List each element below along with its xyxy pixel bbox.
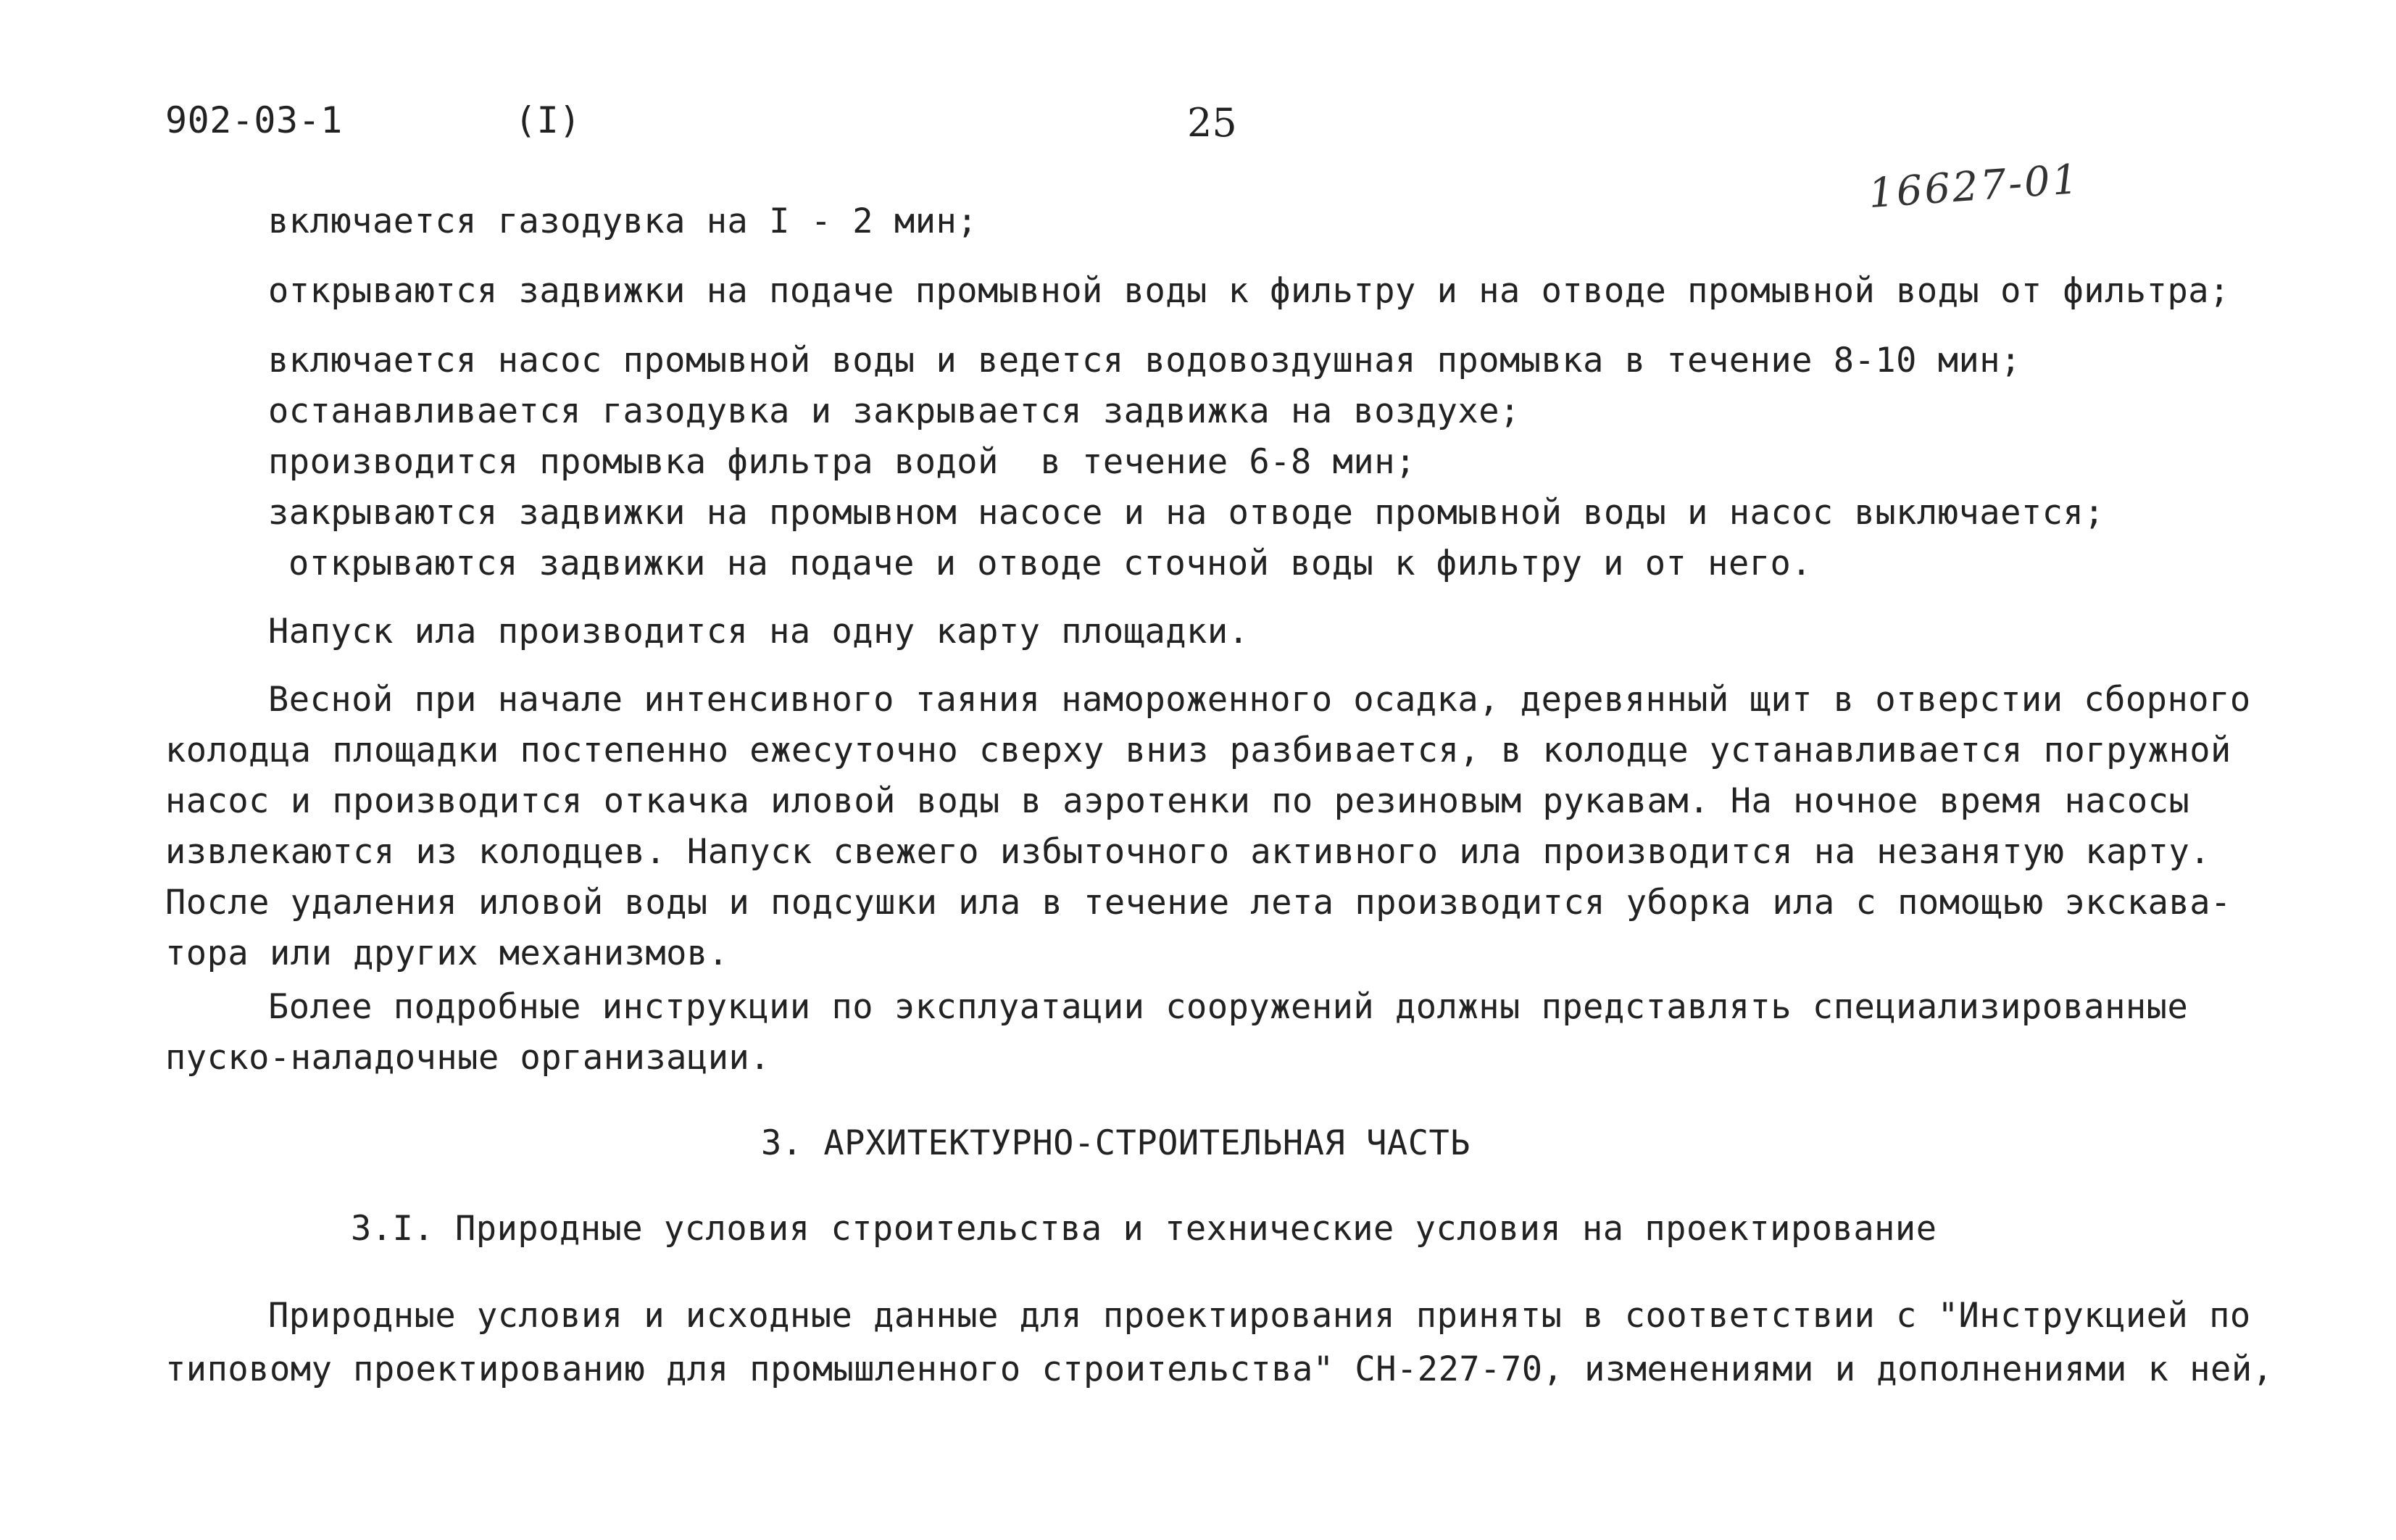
- document-code: 902-03-1: [165, 99, 343, 141]
- paragraph-conditions-line: типовому проектированию для промышленного строительства" СН-227-70, изменениями и дополнениями к ней,: [165, 1349, 2274, 1389]
- page-number: 25: [1187, 100, 1237, 146]
- paragraph-sludge-intake: Напуск ила производится на одну карту площадки.: [268, 612, 1249, 652]
- step-line: открываются задвижки на подаче и отводе сточной воды к фильтру и от него.: [288, 544, 1813, 583]
- subsection-title: 3.I. Природные условия строительства и технические условия на проектирование: [351, 1209, 1937, 1249]
- section-title: 3. АРХИТЕКТУРНО-СТРОИТЕЛЬНАЯ ЧАСТЬ: [761, 1123, 1471, 1163]
- step-line: останавливается газодувка и закрывается задвижка на воздухе;: [268, 391, 1521, 431]
- step-line: производится промывка фильтра водой в течение 6-8 мин;: [268, 442, 1416, 482]
- paragraph-spring-line: После удаления иловой воды и подсушки ила в течение лета производится уборка ила с помощью экскава-: [165, 883, 2231, 923]
- paragraph-spring-line: насос и производится откачка иловой воды в аэротенки по резиновым рукавам. На ночное время насосы: [165, 781, 2190, 821]
- paragraph-spring-line: колодца площадки постепенно ежесуточно сверху вниз разбивается, в колодце устанавливается погружной: [165, 731, 2231, 770]
- paragraph-spring-line: извлекаются из колодцев. Напуск свежего избыточного активного ила производится на незанятую карту.: [165, 832, 2211, 872]
- paragraph-instructions-line: пуско-наладочные организации.: [165, 1038, 771, 1078]
- paragraph-instructions-line: Более подробные инструкции по эксплуатации сооружений должны представлять специализированные: [268, 987, 2189, 1027]
- paragraph-spring-line: тора или других механизмов.: [165, 933, 729, 973]
- handwritten-inventory-number: 16627-01: [1867, 155, 2082, 218]
- paragraph-conditions-line: Природные условия и исходные данные для проектирования приняты в соответствии с "Инструкцией по: [268, 1296, 2251, 1336]
- step-line: закрываются задвижки на промывном насосе и на отводе промывной воды и насос выключается;: [268, 493, 2105, 533]
- step-line: включается газодувка на I - 2 мин;: [268, 201, 978, 241]
- step-line: открываются задвижки на подаче промывной воды к фильтру и на отводе промывной воды от фильтра;: [268, 271, 2230, 311]
- document-part: (I): [515, 99, 581, 141]
- step-line: включается насос промывной воды и ведется водовоздушная промывка в течение 8-10 мин;: [268, 341, 2021, 380]
- paragraph-spring-line: Весной при начале интенсивного таяния намороженного осадка, деревянный щит в отверстии сборного: [268, 680, 2251, 720]
